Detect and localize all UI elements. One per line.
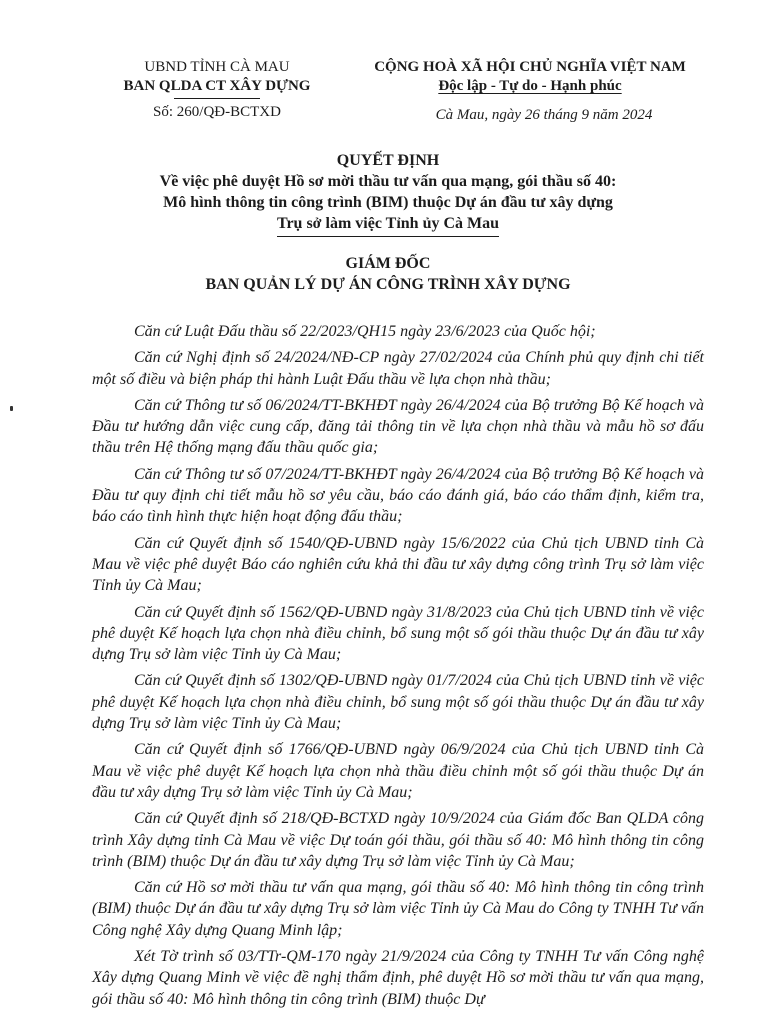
legal-basis-paragraph: Căn cứ Quyết định số 1766/QĐ-UBND ngày 06/9/2024 của Chủ tịch UBND tỉnh Cà Mau về việc phê duyệt Kế hoạch lựa chọn nhà thầu điều chỉnh một số gói thầu thuộc Dự án đầu tư xây dựng Trụ sở làm việc Tỉnh ủy Cà Mau; bbox=[92, 741, 704, 801]
legal-basis-paragraph: Căn cứ Luật Đấu thầu số 22/2023/QH15 ngày 23/6/2023 của Quốc hội; bbox=[134, 323, 596, 340]
project-board-name: BAN QLDA CT XÂY DỰNG bbox=[123, 78, 311, 94]
authority-organization: BAN QUẢN LÝ DỰ ÁN CÔNG TRÌNH XÂY DỰNG bbox=[205, 276, 571, 293]
authority-block bbox=[90, 253, 686, 295]
authority-position: GIÁM ĐỐC bbox=[345, 255, 431, 272]
scan-speck bbox=[10, 406, 13, 411]
issuing-agency-block bbox=[92, 58, 342, 122]
place-and-date: Cà Mau, ngày 26 tháng 9 năm 2024 bbox=[435, 107, 653, 123]
legal-basis-paragraph: Căn cứ Quyết định số 218/QĐ-BCTXD ngày 10/9/2024 của Giám đốc Ban QLDA công trình Xây dựng tỉnh Cà Mau về việc Dự toán gói thầu, gói thầu số 40: Mô hình thông tin công trình (BIM) thuộc Dự án đầu tư xây dựng Trụ sở làm việc Tỉnh ủy Cà Mau; bbox=[92, 810, 704, 870]
agency-underline bbox=[174, 98, 260, 99]
legal-basis-paragraph: Căn cứ Quyết định số 1562/QĐ-UBND ngày 31/8/2023 của Chủ tịch UBND tỉnh về việc phê duyệt Kế hoạch lựa chọn nhà điều chỉnh, bổ sung một số gói thầu thuộc Dự án đầu tư xây dựng Trụ sở làm việc Tỉnh ủy Cà Mau; bbox=[92, 603, 704, 664]
national-header-block bbox=[320, 58, 740, 125]
title-line-2: Mô hình thông tin công trình (BIM) thuộc Dự án đầu tư xây dựng bbox=[163, 194, 613, 211]
document-number: Số: 260/QĐ-BCTXD bbox=[153, 104, 281, 120]
legal-basis-body bbox=[92, 321, 704, 1015]
legal-basis-paragraph: Căn cứ Thông tư số 07/2024/TT-BKHĐT ngày 26/4/2024 của Bộ trưởng Bộ Kế hoạch và Đầu tư quy định chi tiết mẫu hồ sơ yêu cầu, báo cáo đánh giá, báo cáo thẩm định, kiểm tra, báo cáo tình hình thực hiện hoạt động đấu thầu; bbox=[92, 465, 704, 526]
legal-basis-paragraph: Căn cứ Hồ sơ mời thầu tư vấn qua mạng, gói thầu số 40: Mô hình thông tin công trình (BIM) thuộc Dự án đầu tư xây dựng Trụ sở làm việc Tỉnh ủy Cà Mau do Công ty TNHH Tư vấn Công nghệ Xây dựng Quang Minh lập; bbox=[92, 879, 704, 939]
document-type: QUYẾT ĐỊNH bbox=[336, 152, 440, 169]
provincial-committee: UBND TỈNH CÀ MAU bbox=[144, 59, 290, 75]
decision-title bbox=[90, 150, 686, 237]
national-motto: Độc lập - Tự do - Hạnh phúc bbox=[438, 78, 622, 94]
legal-basis-paragraph: Căn cứ Quyết định số 1540/QĐ-UBND ngày 15/6/2022 của Chủ tịch UBND tỉnh Cà Mau về việc phê duyệt Báo cáo nghiên cứu khả thi đầu tư xây dựng công trình Trụ sở làm việc Tỉnh ủy Cà Mau; bbox=[92, 534, 704, 595]
legal-basis-paragraph: Căn cứ Nghị định số 24/2024/NĐ-CP ngày 27/02/2024 của Chính phủ quy định chi tiết một số điều và biện pháp thi hành Luật Đấu thầu về lựa chọn nhà thầu; bbox=[92, 349, 704, 388]
nation-name: CỘNG HOÀ XÃ HỘI CHỦ NGHĨA VIỆT NAM bbox=[374, 59, 686, 75]
legal-basis-paragraph: Căn cứ Quyết định số 1302/QĐ-UBND ngày 01/7/2024 của Chủ tịch UBND tỉnh về việc phê duyệt Kế hoạch lựa chọn nhà điều chỉnh, bổ sung một số gói thầu thuộc Dự án đầu tư xây dựng Trụ sở làm việc Tỉnh ủy Cà Mau; bbox=[92, 672, 704, 733]
legal-basis-paragraph: Xét Tờ trình số 03/TTr-QM-170 ngày 21/9/2024 của Công ty TNHH Tư vấn Công nghệ Xây dựng Quang Minh về việc đề nghị thẩm định, phê duyệt Hồ sơ mời thầu tư vấn qua mạng, gói thầu số 40: Mô hình thông tin công trình (BIM) thuộc Dự bbox=[92, 948, 704, 1008]
title-line-3: Trụ sở làm việc Tỉnh ủy Cà Mau bbox=[277, 213, 499, 237]
legal-basis-paragraph: Căn cứ Thông tư số 06/2024/TT-BKHĐT ngày 26/4/2024 của Bộ trưởng Bộ Kế hoạch và Đầu tư hướng dẫn việc cung cấp, đăng tải thông tin về lựa chọn nhà thầu và mẫu hồ sơ đấu thầu trên Hệ thống mạng đấu thầu quốc gia; bbox=[92, 396, 704, 457]
title-line-1: Về việc phê duyệt Hồ sơ mời thầu tư vấn qua mạng, gói thầu số 40: bbox=[159, 173, 617, 190]
